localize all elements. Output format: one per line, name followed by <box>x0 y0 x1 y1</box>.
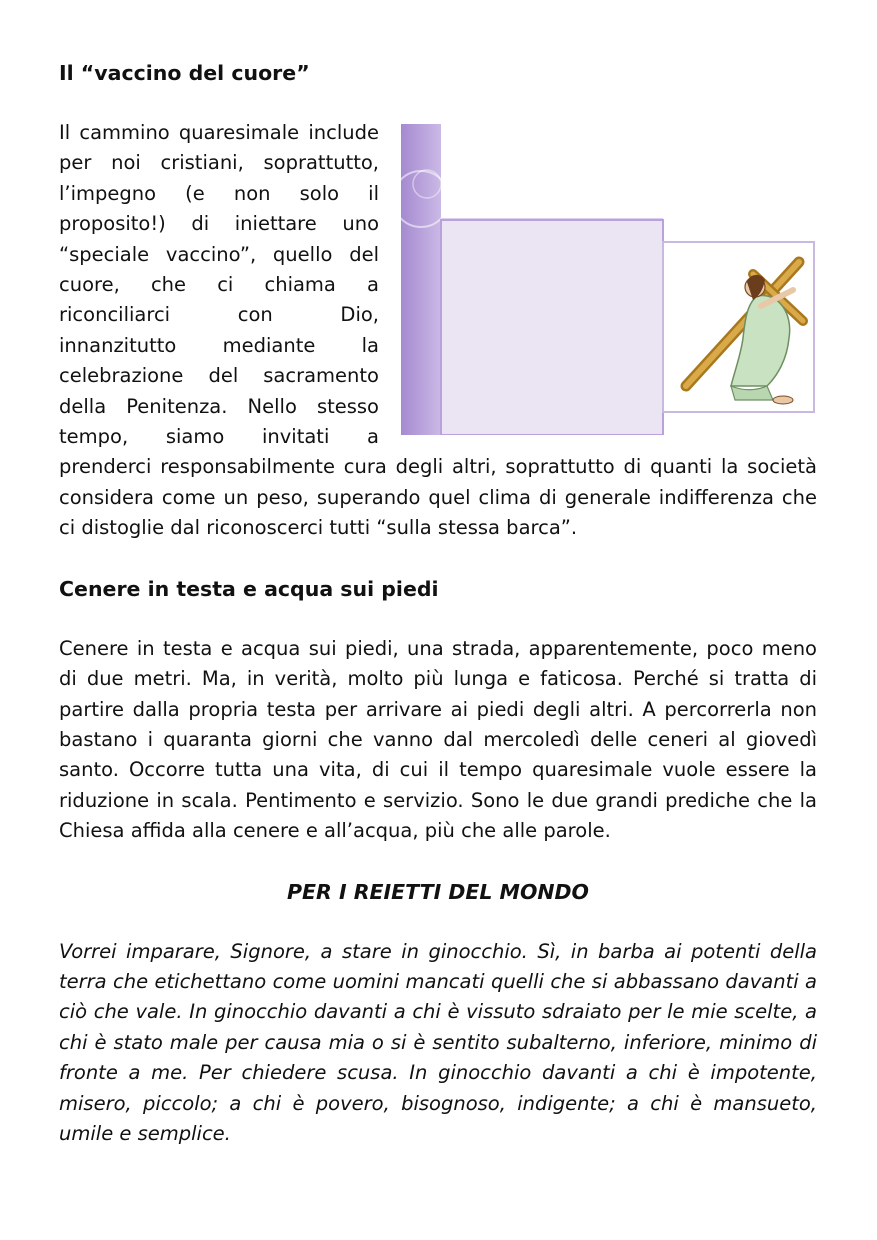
document-page <box>59 58 817 1149</box>
paragraph-cenere: Cenere in testa e acqua sui piedi, una strada, apparentemente, poco meno di due metri. Ma, in verità, molto più lunga e faticosa. Perché si tratta di partire dalla propria testa per arrivare ai piedi degli altri. A percorrerla non bastano i quaranta giorni che vanno dal mercoledì delle ceneri al giovedì santo. Occorre tutta una vita, di cui il tempo quaresimale vuole essere la riduzione in scala. Pentimento e servizio. Sono le due grandi prediche che la Chiesa affida alla cenere e all’acqua, più che alle parole. <box>59 636 817 843</box>
paragraph-vaccino: Il cammino quaresimale include per noi cristiani, soprattutto, l’impegno (e non solo il proposito!) di iniettare uno “speciale vaccino”, quello del cuore, che ci chiama a riconciliarci con Dio, innanzitutto mediante la celebrazione del sacramento della Penitenza. Nello stesso tempo, siamo invitati a prenderci responsabilmente cura degli altri, soprattutto di quanti la società considera come un peso, superando quel clima di generale indifferenza che ci distoglie dal riconoscerci tutti “sulla stessa barca”. <box>59 121 817 540</box>
via-crucis-poster <box>401 124 817 435</box>
poster-background <box>401 124 817 435</box>
section-title-vaccino: Il “vaccino del cuore” <box>59 61 310 85</box>
section-title-cenere: Cenere in testa e acqua sui piedi <box>59 576 439 601</box>
prayer-text: Vorrei imparare, Signore, a stare in ginocchio. Sì, in barba ai potenti della terra che etichettano come uomini mancati quelli che si abbassano davanti a ciò che vale. In ginocchio davanti a chi è vissuto sdraiato per le mie scelte, a chi è stato male per causa mia o si è sentito subalterno, inferiore, minimo di fronte a me. Per chiedere scusa. In ginocchio davanti a chi è impotente, misero, piccolo; a chi è povero, bisognoso, indigente; a chi è mansueto, umile e semplice. <box>59 939 817 1145</box>
section-title-reietti: PER I REIETTI DEL MONDO <box>287 879 589 904</box>
